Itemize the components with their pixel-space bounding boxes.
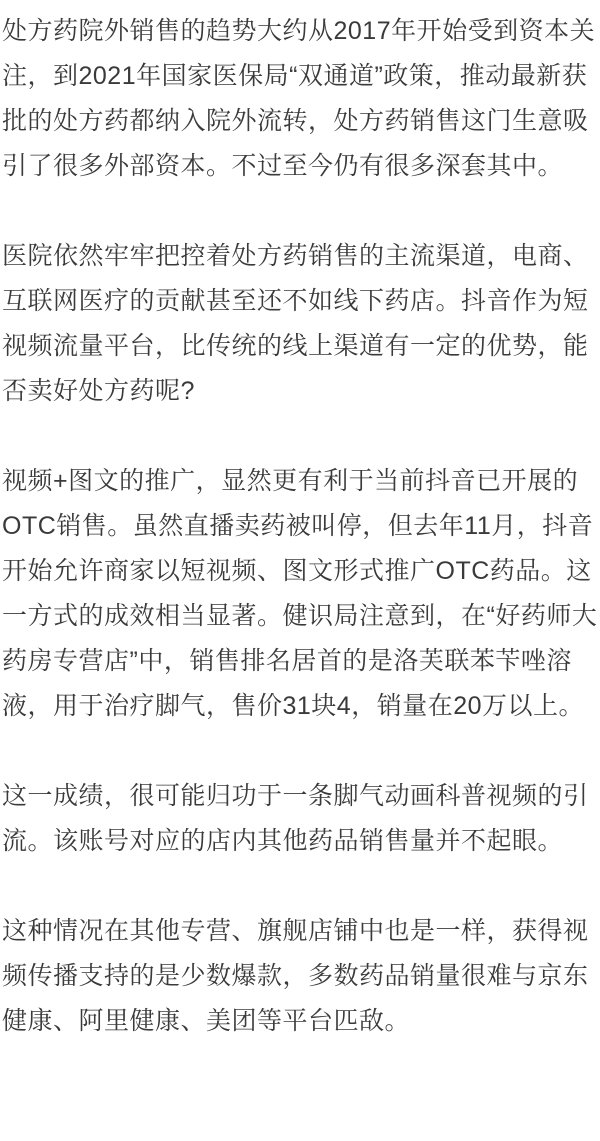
paragraph-intro-capital-trend: 处方药院外销售的趋势大约从2017年开始受到资本关注，到2021年国家医保局“双通道”政策，推动最新获批的处方药都纳入院外流转，处方药销售这门生意吸引了很多外部资本。不过至今仍有很多深套其中。 [2,17,596,180]
paragraph-hospital-channels: 医院依然牢牢把控着处方药销售的主流渠道，电商、互联网医疗的贡献甚至还不如线下药店。抖音作为短视频流量平台，比传统的线上渠道有一定的优势，能否卖好处方药呢? [2,242,589,405]
paragraph-video-traffic-result: 这一成绩，很可能归功于一条脚气动画科普视频的引流。该账号对应的店内其他药品销售量并不起眼。 [2,782,589,855]
paragraph-douyin-otc-promotion: 视频+图文的推广，显然更有利于当前抖音已开展的OTC销售。虽然直播卖药被叫停，但去年11月，抖音开始允许商家以短视频、图文形式推广OTC药品。这一方式的成效相当显著。健识局注意到，在“好药师大药房专营店”中，销售排名居首的是洛芙联苯苄唑溶液，用于治疗脚气，售价31块4，销量在20万以上。 [2,467,598,720]
paragraph-other-stores-comparison: 这种情况在其他专营、旗舰店铺中也是一样，获得视频传播支持的是少数爆款，多数药品销量很难与京东健康、阿里健康、美团等平台匹敌。 [2,917,589,1035]
